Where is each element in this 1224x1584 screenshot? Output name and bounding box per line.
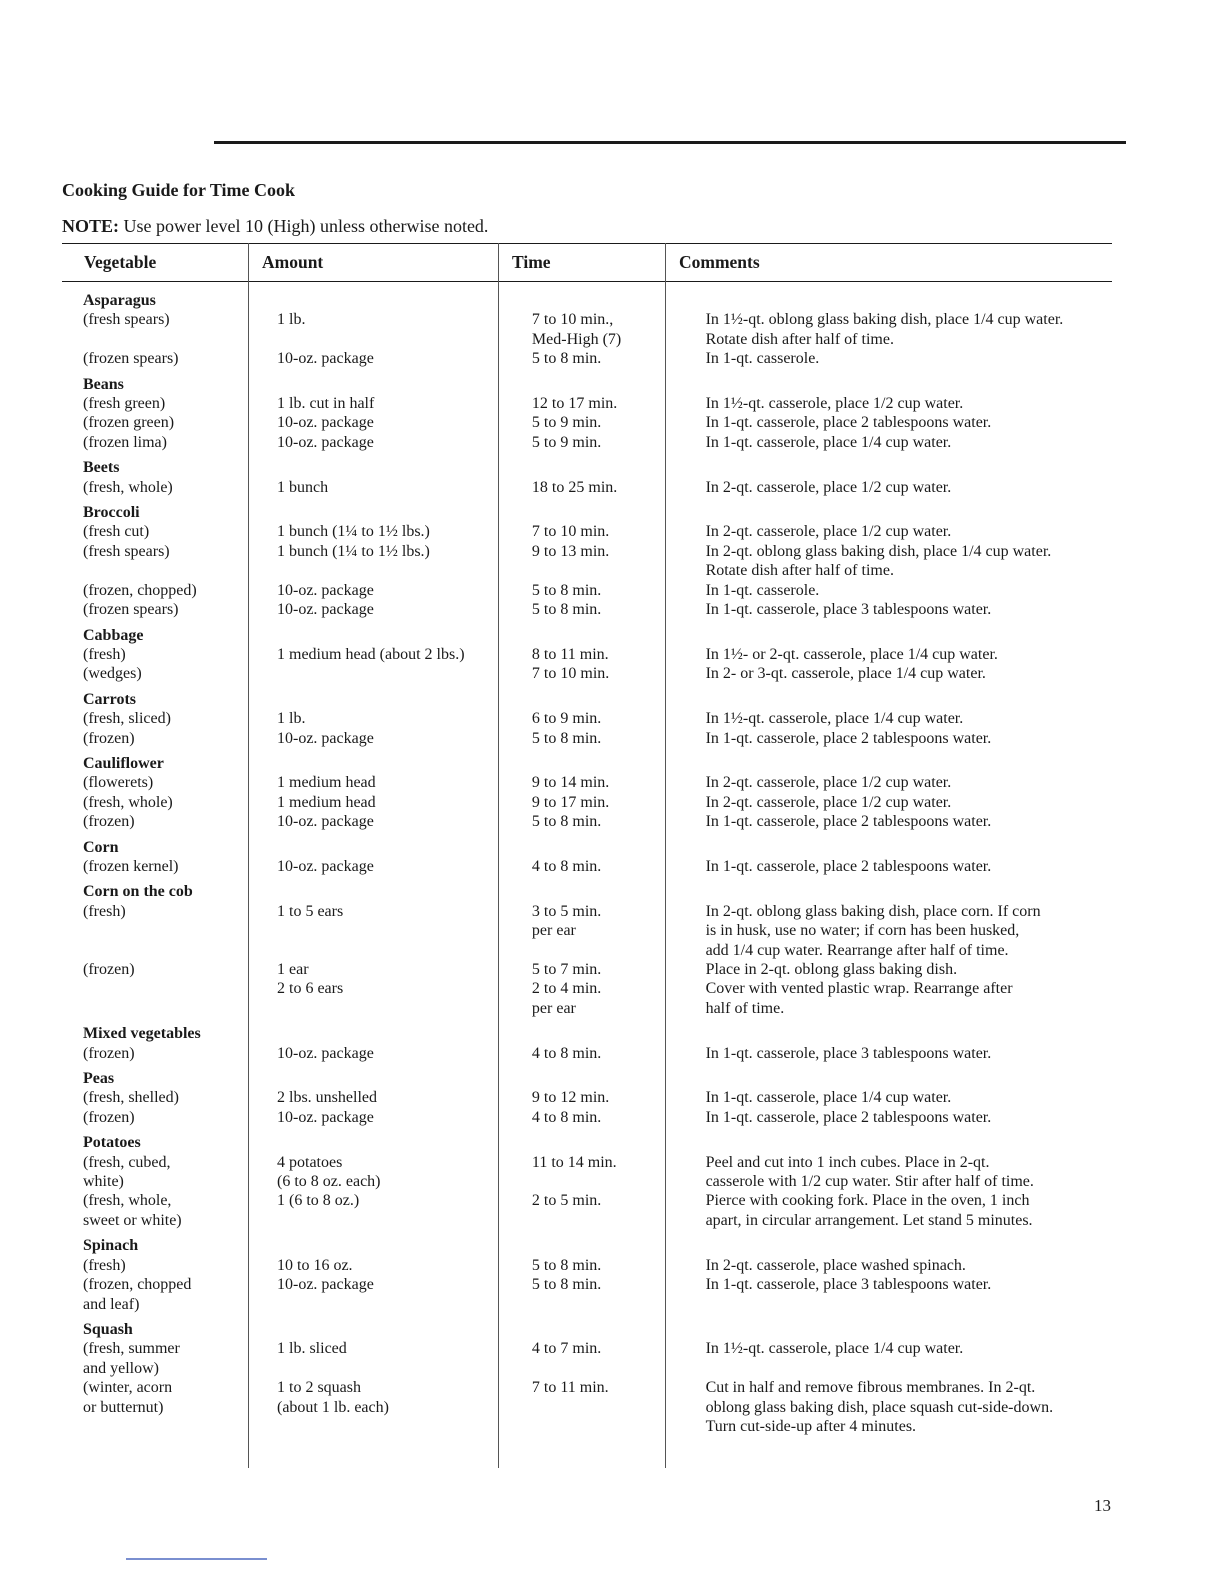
table-row — [62, 394, 1112, 413]
cell-amount: 10-oz. package — [277, 729, 374, 747]
table-row — [62, 1378, 1112, 1436]
cell-vegetable: (frozen lima) — [83, 433, 167, 451]
cell-amount: 1 lb. sliced — [277, 1340, 347, 1358]
cell-time: 4 to 8 min. — [531, 1044, 602, 1062]
cell-comments: Peel and cut into 1 inch cubes. Place in 2-qt. casserole with 1/2 cup water. Stir after half of time. — [705, 1153, 1034, 1191]
cell-comments: In 2-qt. casserole, place 1/2 cup water. — [705, 793, 952, 811]
page-title: Cooking Guide for Time Cook — [62, 180, 296, 200]
table-row — [62, 413, 1112, 432]
cell-amount: 1 lb. — [277, 311, 306, 329]
vegetable-group-name: Corn on the cob — [83, 883, 193, 901]
cell-time: 5 to 8 min. — [531, 729, 602, 747]
cell-comments: In 1-qt. casserole, place 2 tablespoons water. — [705, 857, 992, 875]
table-row — [62, 812, 1112, 831]
cell-vegetable: (flowerets) — [83, 774, 154, 792]
cell-amount: 10-oz. package — [277, 433, 374, 451]
footer-link-underline[interactable] — [126, 1558, 267, 1560]
cell-comments: In 1½-qt. casserole, place 1/4 cup water. — [705, 1340, 964, 1358]
vegetable-group-name: Beans — [83, 375, 124, 393]
cell-comments: In 1-qt. casserole. — [705, 350, 820, 368]
cell-time: 8 to 11 min. — [531, 645, 609, 663]
cell-vegetable: (frozen) — [83, 1044, 135, 1062]
table-row — [62, 1339, 1112, 1378]
cell-time: 5 to 8 min. — [531, 581, 602, 599]
cell-comments: In 1-qt. casserole, place 3 tablespoons water. — [705, 1276, 992, 1294]
cell-vegetable: (winter, acorn or butternut) — [83, 1379, 173, 1416]
cell-amount: 1 bunch (1¼ to 1½ lbs.) — [277, 523, 430, 541]
cell-vegetable: (frozen) — [83, 813, 135, 831]
table-row — [62, 793, 1112, 812]
top-rule — [214, 141, 1126, 144]
table-row — [62, 857, 1112, 876]
cell-vegetable: (fresh, whole) — [83, 478, 173, 496]
cell-amount: 10-oz. package — [277, 1276, 374, 1294]
vegetable-group-name: Squash — [83, 1320, 133, 1338]
vegetable-group-name: Spinach — [83, 1237, 139, 1255]
table-row — [62, 664, 1112, 683]
table-row — [62, 1088, 1112, 1107]
cell-time: 5 to 7 min. 2 to 4 min. per ear — [531, 961, 602, 1017]
cell-time: 4 to 8 min. — [531, 1108, 602, 1126]
cell-comments: In 2-qt. casserole, place washed spinach. — [705, 1256, 966, 1274]
vegetable-group-name: Peas — [83, 1070, 115, 1088]
cell-time: 4 to 8 min. — [531, 857, 602, 875]
cell-time: 7 to 11 min. — [531, 1379, 609, 1397]
cell-comments: In 1-qt. casserole, place 1/4 cup water. — [705, 1089, 952, 1107]
vegetable-group-name: Broccoli — [83, 504, 140, 522]
cell-comments: In 1-qt. casserole, place 2 tablespoons water. — [705, 729, 992, 747]
cell-comments: In 1-qt. casserole, place 3 tablespoons water. — [705, 601, 992, 619]
cell-vegetable: (fresh, summer and yellow) — [83, 1340, 180, 1377]
cell-amount: 10-oz. package — [277, 350, 374, 368]
cell-time: 18 to 25 min. — [531, 478, 618, 496]
cell-vegetable: (frozen kernel) — [83, 857, 179, 875]
cell-amount: 1 medium head — [277, 774, 376, 792]
cell-amount: 1 to 5 ears — [277, 902, 344, 920]
cell-amount: 10-oz. package — [277, 813, 374, 831]
cell-vegetable: (frozen spears) — [83, 601, 179, 619]
cell-time: 9 to 12 min. — [531, 1089, 610, 1107]
cell-amount: 1 (6 to 8 oz.) — [277, 1192, 360, 1210]
cell-time: 5 to 9 min. — [531, 414, 602, 432]
cell-comments: In 2- or 3-qt. casserole, place 1/4 cup water. — [705, 665, 986, 683]
table-row — [62, 600, 1112, 619]
cell-time: 5 to 8 min. — [531, 813, 602, 831]
cell-amount: 4 potatoes (6 to 8 oz. each) — [277, 1153, 381, 1191]
table-row — [62, 1153, 1112, 1192]
header-comments: Comments — [679, 252, 760, 272]
cell-comments: In 1-qt. casserole, place 1/4 cup water. — [705, 433, 952, 451]
cell-vegetable: (fresh spears) — [83, 311, 170, 329]
table-row — [62, 310, 1112, 349]
note — [62, 216, 488, 237]
cell-comments: In 2-qt. casserole, place 1/2 cup water. — [705, 523, 952, 541]
cell-time: 5 to 9 min. — [531, 433, 602, 451]
table-row — [62, 773, 1112, 792]
cell-amount: 10-oz. package — [277, 1044, 374, 1062]
cell-comments: In 1½-qt. oblong glass baking dish, place 1/4 cup water. Rotate dish after half of time. — [705, 311, 1064, 348]
table-row — [62, 960, 1112, 1018]
table-row — [62, 729, 1112, 748]
cell-amount: 1 medium head — [277, 793, 376, 811]
header-time: Time — [512, 252, 551, 272]
cell-time: 5 to 8 min. — [531, 1256, 602, 1274]
table-row — [62, 433, 1112, 452]
cell-vegetable: (wedges) — [83, 665, 142, 683]
cell-vegetable: (fresh, whole) — [83, 793, 173, 811]
cell-comments: In 1½-qt. casserole, place 1/4 cup water. — [705, 710, 964, 728]
note-text: Use power level 10 (High) unless otherwise noted. — [119, 216, 489, 236]
cell-amount: 10-oz. package — [277, 581, 374, 599]
cell-time: 11 to 14 min. — [531, 1153, 617, 1171]
page-number: 13 — [1094, 1496, 1111, 1515]
table-row — [62, 1256, 1112, 1275]
cell-vegetable: (fresh, cubed, white) — [83, 1153, 171, 1191]
vegetable-group-name: Corn — [83, 838, 119, 856]
cell-amount: 1 lb. cut in half — [277, 395, 375, 413]
table-row — [62, 1275, 1112, 1314]
table-row — [62, 522, 1112, 541]
vegetable-group-name: Cabbage — [83, 626, 144, 644]
vegetable-group-name: Potatoes — [83, 1134, 141, 1152]
vegetable-group-name: Beets — [83, 459, 120, 477]
note-label: NOTE: — [62, 216, 120, 236]
cell-time: 7 to 10 min. — [531, 523, 610, 541]
cell-vegetable: (fresh green) — [83, 395, 166, 413]
table-row — [62, 645, 1112, 664]
cell-amount: 10-oz. package — [277, 601, 374, 619]
cell-time: 7 to 10 min. — [531, 665, 610, 683]
cell-comments: In 2-qt. oblong glass baking dish, place corn. If corn is in husk, use no water; if corn has been husked, add 1/4 cup water. Rearrange after half of time. — [705, 902, 1041, 959]
table-row — [62, 902, 1112, 960]
cell-comments: In 2-qt. oblong glass baking dish, place 1/4 cup water. Rotate dish after half of time. — [705, 542, 1052, 580]
cell-vegetable: (frozen) — [83, 1108, 135, 1126]
cell-vegetable: (frozen spears) — [83, 350, 179, 368]
cell-comments: In 1-qt. casserole, place 2 tablespoons water. — [705, 414, 992, 432]
table-row — [62, 542, 1112, 581]
cell-comments: In 1-qt. casserole. — [705, 581, 820, 599]
cell-vegetable: (fresh cut) — [83, 523, 150, 541]
cell-time: 5 to 8 min. — [531, 601, 602, 619]
vegetable-group-name: Mixed vegetables — [83, 1025, 201, 1043]
cell-amount: 10 to 16 oz. — [277, 1256, 353, 1274]
cell-amount: 1 to 2 squash (about 1 lb. each) — [277, 1379, 389, 1416]
cell-time: 12 to 17 min. — [531, 395, 618, 413]
cell-comments: In 1½-qt. casserole, place 1/2 cup water. — [705, 395, 964, 413]
cell-amount — [263, 664, 519, 683]
cell-comments: Cut in half and remove fibrous membranes. In 2-qt. oblong glass baking dish, place squash cut-side-down. Turn cut-side-up after 4 minutes. — [705, 1379, 1054, 1435]
cell-amount: 1 ear 2 to 6 ears — [277, 961, 344, 998]
cell-vegetable: (fresh) — [83, 645, 126, 663]
cell-comments: In 2-qt. casserole, place 1/2 cup water. — [705, 774, 952, 792]
table-row — [62, 1108, 1112, 1127]
cell-time: 3 to 5 min. per ear — [531, 902, 602, 940]
table-body — [62, 291, 1112, 1436]
cell-amount: 10-oz. package — [277, 1108, 374, 1126]
vegetable-group-name: Carrots — [83, 690, 137, 708]
table-header-rule — [62, 281, 1112, 282]
cell-comments: Place in 2-qt. oblong glass baking dish. Cover with vented plastic wrap. Rearrange after half of time. — [705, 961, 1013, 1017]
cell-time: 9 to 17 min. — [531, 793, 610, 811]
table-row — [62, 709, 1112, 728]
cell-comments: In 1½- or 2-qt. casserole, place 1/4 cup water. — [705, 645, 998, 663]
cell-comments: In 2-qt. casserole, place 1/2 cup water. — [705, 478, 952, 496]
cell-vegetable: (frozen) — [83, 961, 135, 978]
table-row — [62, 1044, 1112, 1063]
cell-vegetable: (fresh spears) — [83, 542, 170, 560]
cell-vegetable: (fresh, shelled) — [83, 1089, 179, 1107]
cell-time: 6 to 9 min. — [531, 710, 602, 728]
header-amount: Amount — [262, 252, 324, 272]
cell-vegetable: (fresh) — [83, 1256, 126, 1274]
cell-amount: 1 lb. — [277, 710, 306, 728]
cell-amount: 2 lbs. unshelled — [277, 1089, 377, 1107]
cell-time: 5 to 8 min. — [531, 350, 602, 368]
cell-vegetable: (frozen) — [83, 729, 135, 747]
cell-time: 9 to 14 min. — [531, 774, 610, 792]
cell-comments: Pierce with cooking fork. Place in the oven, 1 inch apart, in circular arrangement. Let stand 5 minutes. — [705, 1192, 1033, 1229]
cell-time: 2 to 5 min. — [531, 1192, 602, 1210]
table-row — [62, 478, 1112, 497]
cell-vegetable: (fresh, sliced) — [83, 710, 171, 728]
vegetable-group-name: Asparagus — [83, 292, 156, 309]
cell-amount: 10-oz. package — [277, 857, 374, 875]
cell-vegetable: (frozen green) — [83, 414, 175, 432]
cell-amount: 1 bunch (1¼ to 1½ lbs.) — [277, 542, 430, 560]
table-row — [62, 581, 1112, 600]
cell-amount: 1 bunch — [277, 478, 329, 496]
cell-time: 4 to 7 min. — [531, 1340, 602, 1358]
cell-vegetable: (frozen, chopped) — [83, 581, 197, 599]
table-top-rule — [62, 243, 1112, 244]
vegetable-group-name: Cauliflower — [83, 754, 164, 772]
cell-comments: In 1-qt. casserole, place 3 tablespoons water. — [705, 1044, 992, 1062]
cell-vegetable: (fresh, whole, sweet or white) — [83, 1192, 182, 1229]
header-vegetable: Vegetable — [84, 252, 157, 272]
cell-vegetable: (fresh) — [83, 902, 126, 920]
cell-comments: In 1-qt. casserole, place 2 tablespoons water. — [705, 1108, 992, 1126]
cell-time: 9 to 13 min. — [531, 542, 610, 560]
table-row — [62, 349, 1112, 368]
cell-time: 5 to 8 min. — [531, 1276, 602, 1294]
table-row — [62, 1191, 1112, 1230]
cell-amount: 10-oz. package — [277, 414, 374, 432]
cell-amount: 1 medium head (about 2 lbs.) — [277, 645, 465, 663]
cell-time: 7 to 10 min., Med-High (7) — [531, 311, 622, 348]
cell-comments: In 1-qt. casserole, place 2 tablespoons water. — [705, 813, 992, 831]
cell-vegetable: (frozen, chopped and leaf) — [83, 1276, 192, 1313]
